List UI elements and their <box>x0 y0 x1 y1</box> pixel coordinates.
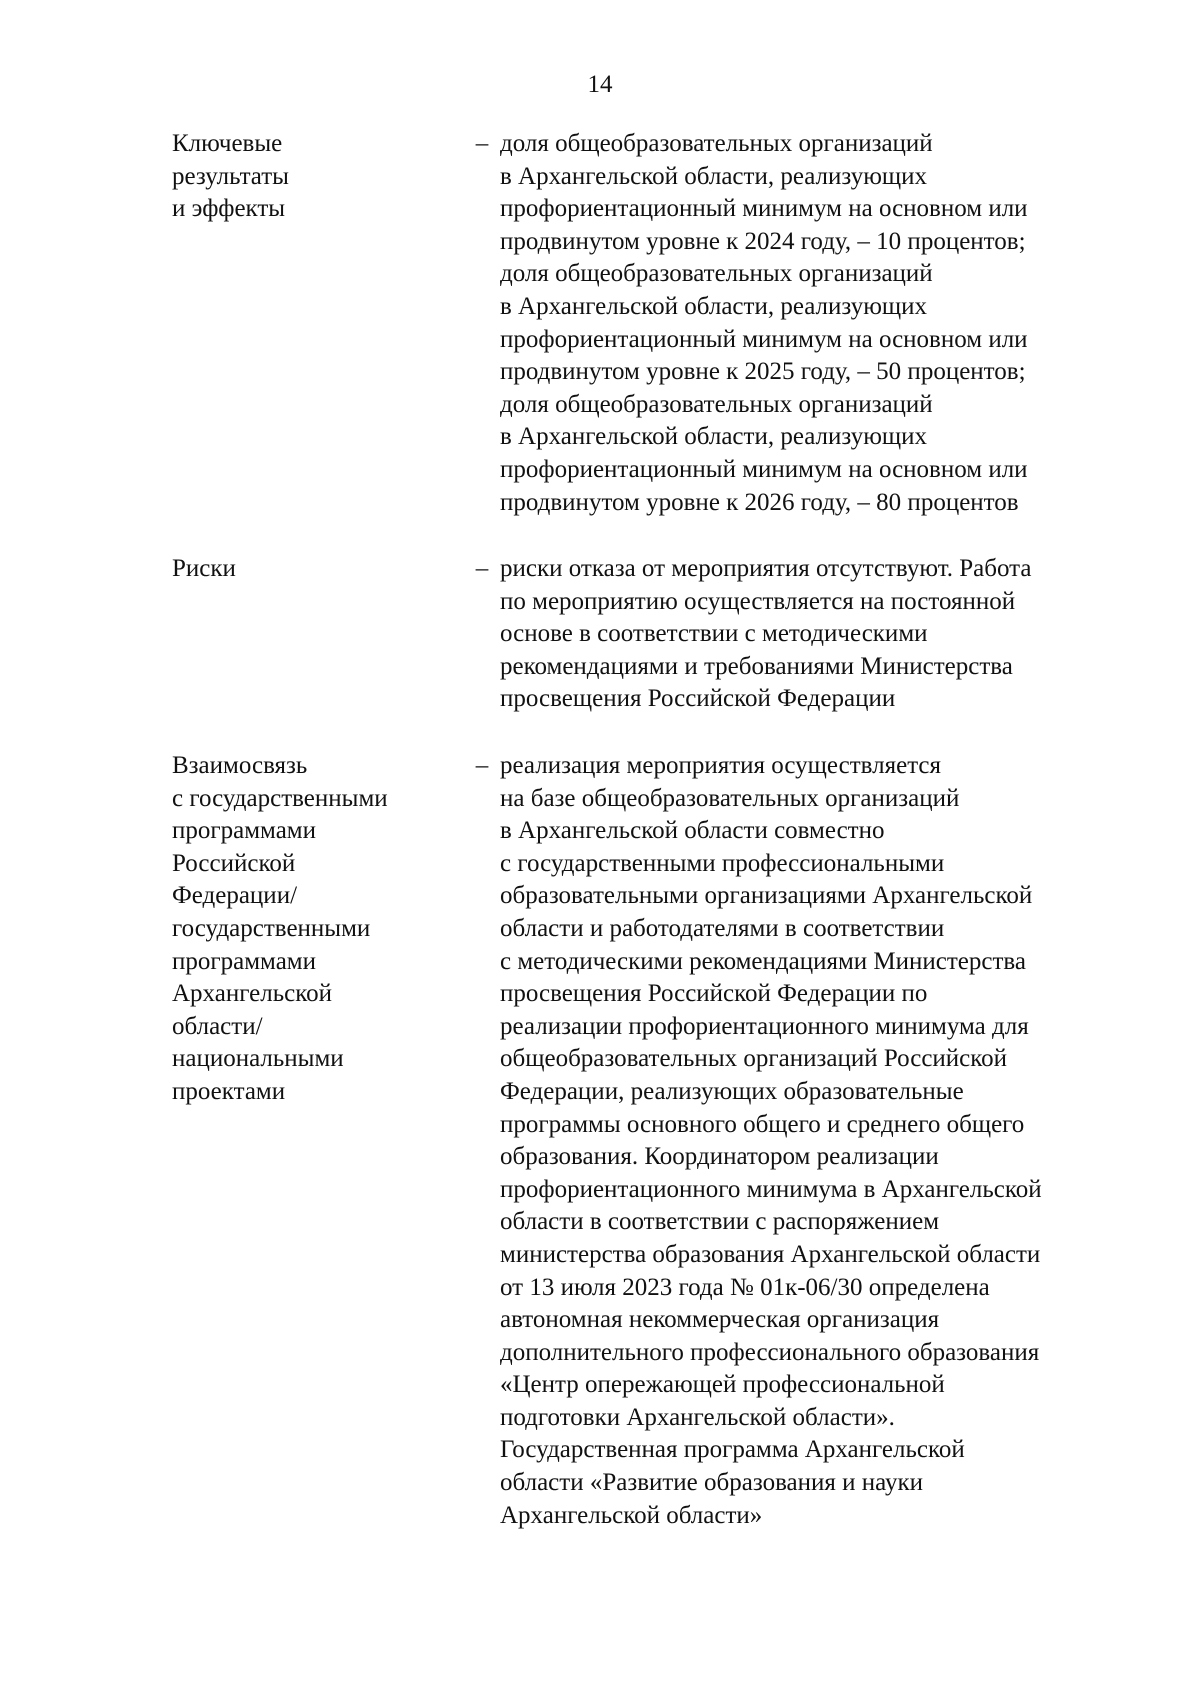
text-line: «Центр опережающей профессиональной <box>500 1371 945 1399</box>
text-line: Государственная программа Архангельской <box>500 1436 965 1464</box>
label-line: и эффекты <box>172 195 286 223</box>
dash-separator: – <box>475 555 489 582</box>
text-line: от 13 июля 2023 года № 01к-06/30 определена <box>500 1273 990 1301</box>
text-line: реализация мероприятия осуществляется <box>500 752 942 779</box>
text-line: продвинутом уровне к 2026 году, – 80 процентов <box>500 488 1019 516</box>
text-line: просвещения Российской Федерации <box>500 685 896 713</box>
text-line: министерства образования Архангельской области <box>500 1240 1041 1268</box>
text-line: просвещения Российской Федерации по <box>500 980 928 1008</box>
row-text <box>500 553 1140 716</box>
page-number: 14 <box>587 71 613 98</box>
text-line: рекомендациями и требованиями Министерства <box>500 652 1013 680</box>
text-line: области «Развитие образования и науки <box>500 1469 924 1497</box>
label-line: национальными <box>172 1045 344 1073</box>
row-label <box>172 553 462 586</box>
row-label <box>172 750 462 1109</box>
text-line: основе в соответствии с методическими <box>500 620 928 648</box>
text-line: доля общеобразовательных организаций <box>500 130 933 157</box>
text-line: продвинутом уровне к 2025 году, – 50 процентов; <box>500 358 1026 386</box>
text-line: образовательными организациями Архангельской <box>500 882 1033 910</box>
text-line: в Архангельской области, реализующих <box>500 423 928 451</box>
label-line: программами <box>172 947 316 975</box>
text-line: в Архангельской области, реализующих <box>500 292 928 320</box>
row-text <box>500 750 1140 1532</box>
text-line: профориентационный минимум на основном или <box>500 195 1028 223</box>
text-line: профориентационный минимум на основном или <box>500 455 1028 483</box>
text-line: подготовки Архангельской области». <box>500 1403 895 1431</box>
label-line: государственными <box>172 914 371 942</box>
text-line: профориентационный минимум на основном или <box>500 325 1028 353</box>
row-label <box>172 128 462 226</box>
text-line: дополнительного профессионального образования <box>500 1338 1040 1366</box>
label-line: Архангельской <box>172 980 332 1008</box>
text-line: доля общеобразовательных организаций <box>500 260 933 288</box>
text-line: с государственными профессиональными <box>500 849 945 877</box>
text-line: общеобразовательных организаций Российской <box>500 1045 1008 1073</box>
dash-separator: – <box>475 752 489 779</box>
label-line: Взаимосвязь <box>172 752 308 779</box>
text-line: в Архангельской области, реализующих <box>500 162 928 190</box>
dash-separator: – <box>475 130 489 157</box>
label-line: программами <box>172 817 316 845</box>
text-line: риски отказа от мероприятия отсутствуют. Работа <box>500 555 1032 582</box>
text-line: программы основного общего и среднего общего <box>500 1110 1025 1138</box>
text-line: образования. Координатором реализации <box>500 1143 939 1171</box>
text-line: Федерации, реализующих образовательные <box>500 1077 964 1105</box>
text-line: продвинутом уровне к 2024 году, – 10 процентов; <box>500 227 1026 255</box>
text-line: доля общеобразовательных организаций <box>500 390 933 418</box>
row-text <box>500 128 1140 519</box>
label-line: результаты <box>172 162 289 190</box>
text-line: реализации профориентационного минимума для <box>500 1012 1029 1040</box>
text-line: в Архангельской области совместно <box>500 817 885 845</box>
label-line: Риски <box>172 555 236 582</box>
text-line: на базе общеобразовательных организаций <box>500 784 960 812</box>
text-line: Архангельской области» <box>500 1501 763 1529</box>
label-line: с государственными <box>172 784 388 812</box>
label-line: Российской <box>172 849 296 877</box>
text-line: по мероприятию осуществляется на постоянной <box>500 587 1016 615</box>
text-line: профориентационного минимума в Архангельской <box>500 1175 1042 1203</box>
label-line: проектами <box>172 1077 286 1105</box>
label-line: Федерации/ <box>172 882 298 910</box>
label-line: области/ <box>172 1012 263 1040</box>
text-line: области в соответствии с распоряжением <box>500 1208 940 1236</box>
text-line: области и работодателями в соответствии <box>500 914 945 942</box>
text-line: автономная некоммерческая организация <box>500 1306 940 1334</box>
text-line: с методическими рекомендациями Министерства <box>500 947 1026 975</box>
label-line: Ключевые <box>172 130 283 157</box>
